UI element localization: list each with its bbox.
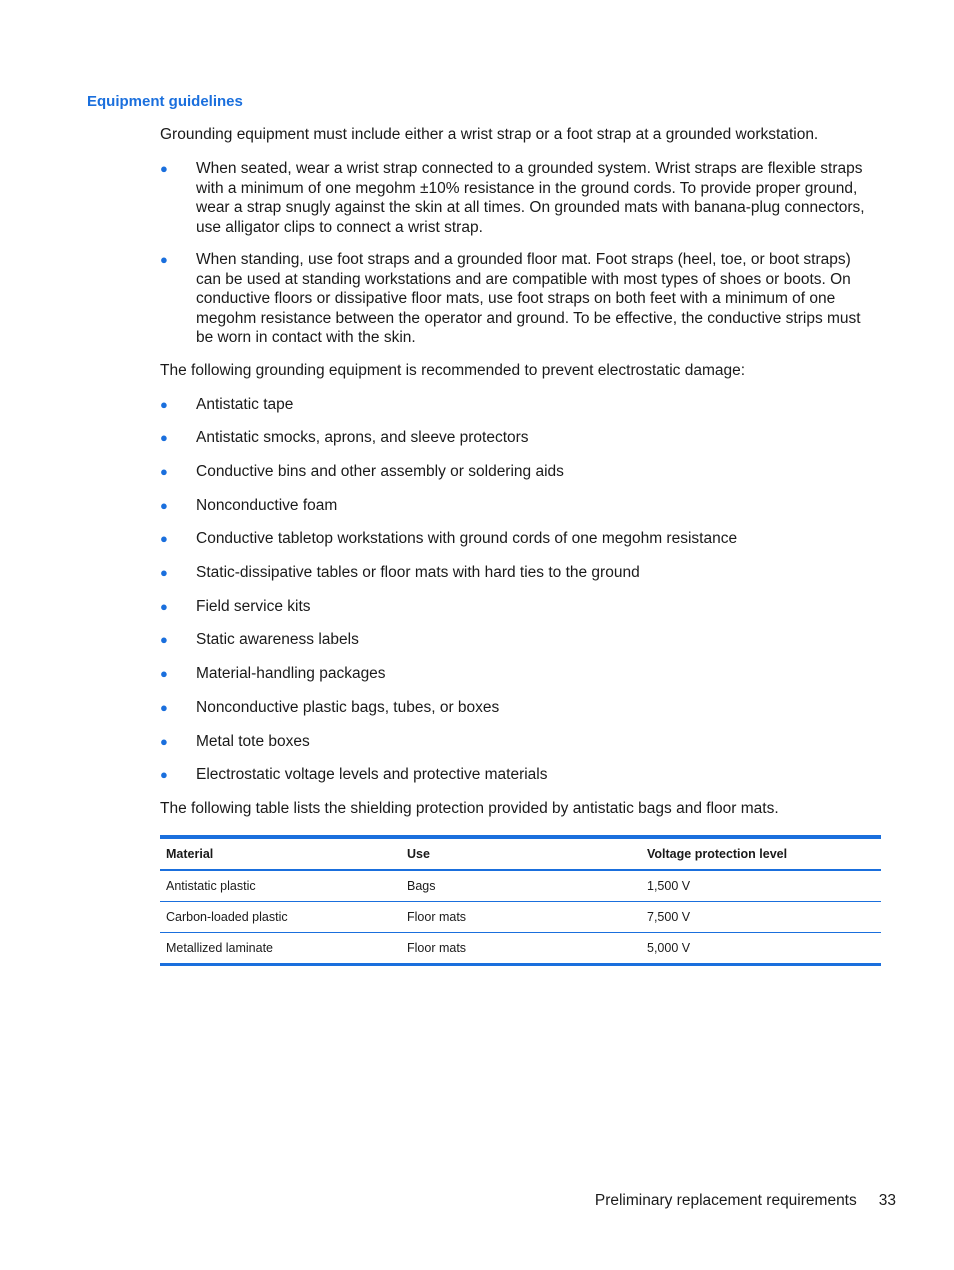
list-item-text: Field service kits <box>196 598 311 615</box>
header-material: Material <box>166 847 214 861</box>
table-row <box>160 901 881 932</box>
bullet-icon: ● <box>160 734 168 749</box>
cell-material: Carbon-loaded plastic <box>166 910 288 924</box>
bullet-icon: ● <box>160 498 168 513</box>
bullet-icon: ● <box>160 599 168 614</box>
list-item-text: Conductive tabletop workstations with ground cords of one megohm resistance <box>196 530 738 547</box>
list-item-text: Conductive bins and other assembly or soldering aids <box>196 463 564 480</box>
bullet-icon: ● <box>160 565 168 580</box>
bullet-icon: ● <box>160 767 168 782</box>
table-intro: The following table lists the shielding protection provided by antistatic bags and floor mats. <box>160 800 779 817</box>
intro-paragraph: Grounding equipment must include either a wrist strap or a foot strap at a grounded workstation. <box>160 126 819 143</box>
cell-voltage: 5,000 V <box>647 941 691 955</box>
bullet-icon: ● <box>160 161 168 176</box>
list-item-text: Nonconductive foam <box>196 497 338 514</box>
recommended-intro: The following grounding equipment is recommended to prevent electrostatic damage: <box>160 362 746 379</box>
cell-use: Floor mats <box>407 910 467 924</box>
list-item-text: Material-handling packages <box>196 665 386 682</box>
list-item-text: Antistatic tape <box>196 396 294 413</box>
bullet-icon: ● <box>160 252 168 267</box>
cell-material: Antistatic plastic <box>166 879 256 893</box>
header-voltage: Voltage protection level <box>647 847 788 861</box>
list-item-text: When standing, use foot straps and a grounded floor mat. Foot straps (heel, toe, or boot straps) can be used at standing workstations and are compatible with most types of shoes or boots. On conductive floors or dissipative floor mats, use foot straps on both feet with a minimum of one megohm resistance between the operator and ground. To be effective, the conductive strips must be worn in contact with the skin. <box>196 251 861 346</box>
table-row <box>160 871 881 901</box>
bullet-icon: ● <box>160 464 168 479</box>
list-item-text: Metal tote boxes <box>196 733 310 750</box>
bullet-icon: ● <box>160 632 168 647</box>
cell-voltage: 7,500 V <box>647 910 691 924</box>
table-row <box>160 932 881 963</box>
table-header-row <box>160 839 881 871</box>
page-footer <box>595 1192 896 1210</box>
bullet-icon: ● <box>160 666 168 681</box>
list-item-text: Antistatic smocks, aprons, and sleeve protectors <box>196 429 529 446</box>
page-number: 33 <box>878 1192 896 1209</box>
list-item-text: Static awareness labels <box>196 631 359 648</box>
cell-use: Bags <box>407 879 436 893</box>
list-item-text: Nonconductive plastic bags, tubes, or boxes <box>196 699 500 716</box>
bullet-icon: ● <box>160 700 168 715</box>
list-item-text: When seated, wear a wrist strap connected to a grounded system. Wrist straps are flexible straps with a minimum of one megohm ±10% resistance in the ground cords. To provide proper ground, wear a strap snugly against the skin at all times. On grounded mats with banana-plug connectors, use alligator clips to connect a wrist strap. <box>196 160 865 236</box>
footer-title: Preliminary replacement requirements <box>594 1192 857 1209</box>
shielding-table <box>160 835 881 966</box>
list-item-text: Electrostatic voltage levels and protective materials <box>196 766 548 783</box>
cell-material: Metallized laminate <box>166 941 273 955</box>
header-use: Use <box>407 847 430 861</box>
bullet-icon: ● <box>160 397 168 412</box>
list-item-text: Static-dissipative tables or floor mats with hard ties to the ground <box>196 564 640 581</box>
cell-voltage: 1,500 V <box>647 879 691 893</box>
bullet-icon: ● <box>160 531 168 546</box>
bullet-icon: ● <box>160 430 168 445</box>
cell-use: Floor mats <box>407 941 467 955</box>
section-heading: Equipment guidelines <box>87 93 243 110</box>
